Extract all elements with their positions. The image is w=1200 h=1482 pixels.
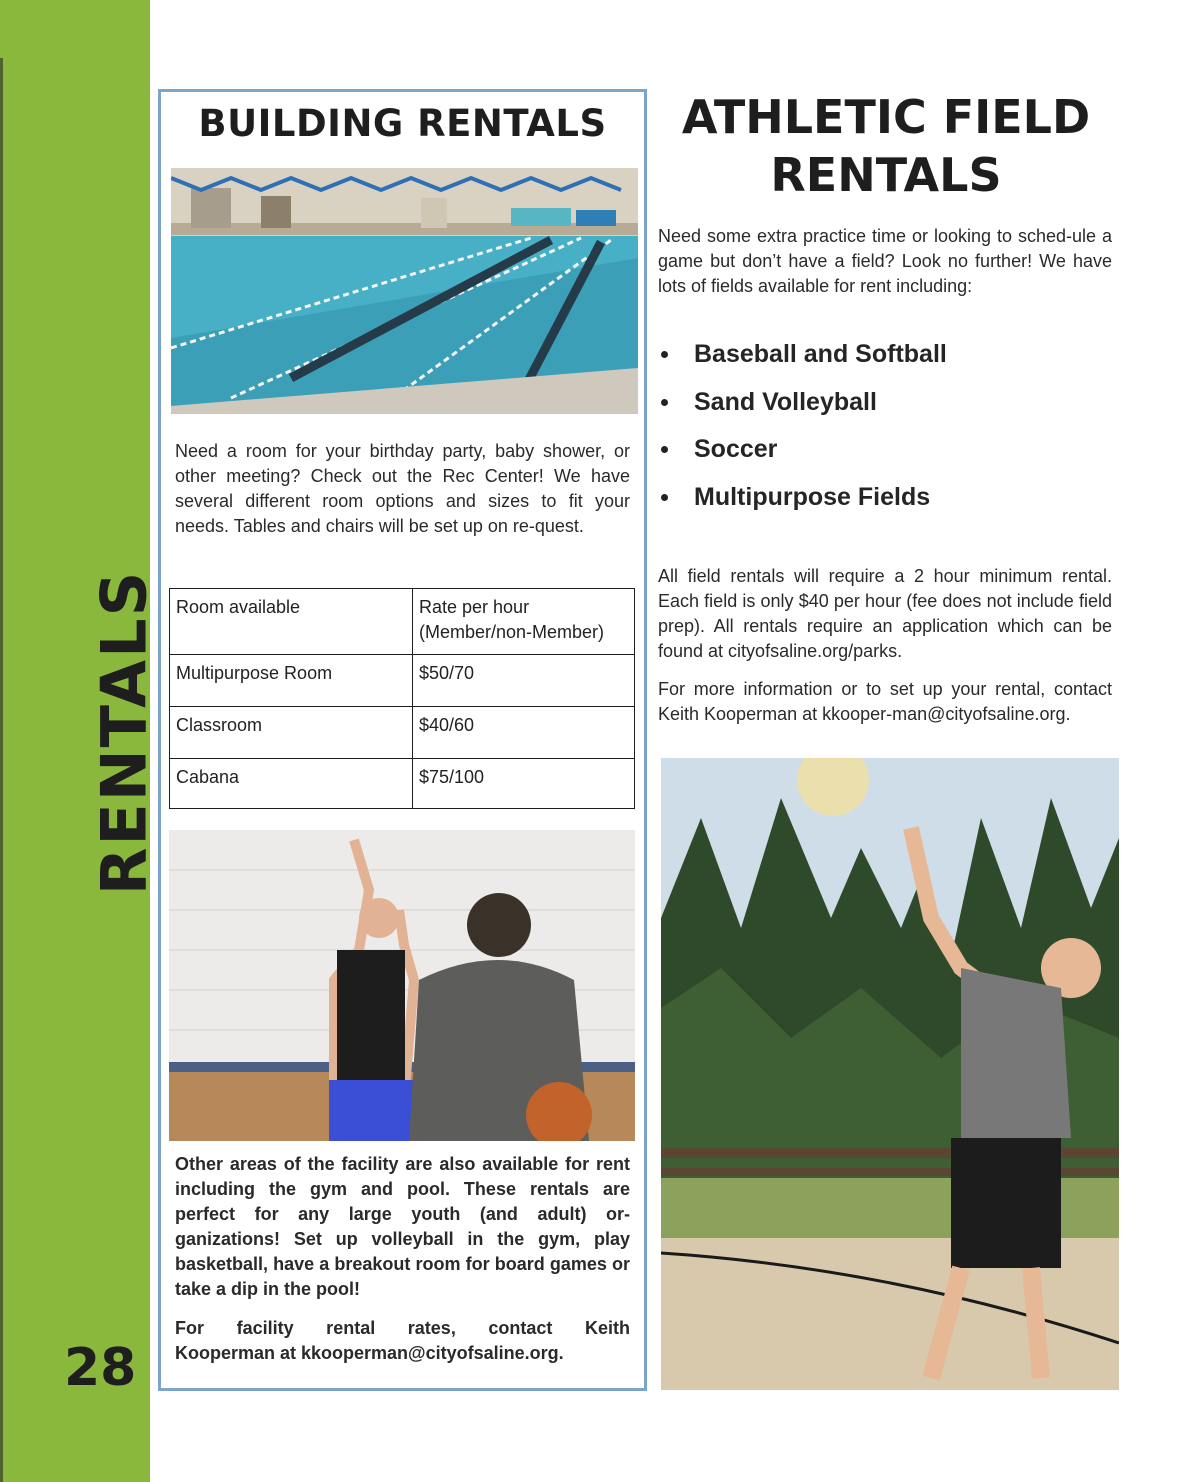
pool-illustration bbox=[171, 168, 638, 414]
field-type-label: Baseball and Softball bbox=[694, 340, 947, 368]
table-header-cell: Rate per hour (Member/non-Member) bbox=[413, 589, 635, 655]
building-rentals-title: BUILDING RENTALS bbox=[198, 102, 607, 145]
bullet-icon bbox=[661, 494, 668, 501]
gym-illustration bbox=[169, 830, 635, 1141]
building-contact-text bbox=[175, 1316, 630, 1366]
section-title-text: RENTALS bbox=[87, 569, 161, 896]
table-header-cell: Room available bbox=[170, 589, 413, 655]
table-row bbox=[170, 759, 635, 809]
field-types-list bbox=[658, 334, 1118, 524]
building-intro-text: Need a room for your birthday party, baby shower, or other meeting? Check out the Rec Center! We have several different room options and sizes to fit your needs. Tables and chairs will be set up on re-quest. bbox=[175, 441, 630, 536]
list-item bbox=[658, 429, 1118, 477]
athletic-contact-text: For more information or to set up your rental, contact Keith Kooperman at kkooper-man@cityofsaline.org. bbox=[658, 679, 1112, 724]
list-item bbox=[658, 477, 1118, 525]
pool-photo bbox=[171, 168, 638, 414]
list-item bbox=[658, 382, 1118, 430]
athletic-field-title bbox=[652, 88, 1120, 204]
table-cell: $40/60 bbox=[413, 707, 635, 759]
bullet-icon bbox=[661, 351, 668, 358]
table-cell: $50/70 bbox=[413, 655, 635, 707]
building-contact-line-1: For facility rental rates, contact Keith bbox=[175, 1318, 630, 1338]
page-number: 28 bbox=[64, 1338, 137, 1398]
table-row bbox=[170, 707, 635, 759]
table-cell: $75/100 bbox=[413, 759, 635, 809]
bullet-icon bbox=[661, 399, 668, 406]
building-rentals-box bbox=[158, 89, 647, 1391]
field-type-label: Sand Volleyball bbox=[694, 387, 877, 416]
list-item bbox=[658, 334, 1118, 382]
table-row bbox=[170, 655, 635, 707]
athletic-title-line-1: ATHLETIC FIELD bbox=[681, 90, 1091, 144]
table-cell: Classroom bbox=[170, 707, 413, 759]
field-type-label: Soccer bbox=[694, 435, 778, 463]
volleyball-photo bbox=[661, 758, 1119, 1390]
building-contact-line-2: Kooperman at kkooperman@cityofsaline.org. bbox=[175, 1343, 564, 1363]
volleyball-illustration bbox=[661, 758, 1119, 1390]
room-rates-table bbox=[169, 588, 635, 809]
sidebar-edge-line bbox=[0, 58, 3, 1482]
table-cell: Cabana bbox=[170, 759, 413, 809]
table-header-row bbox=[170, 589, 635, 655]
athletic-minimum-text: All field rentals will require a 2 hour minimum rental. Each field is only $40 per hour (fee does not include field prep). All rentals require an application which can be found at cityofsaline.org/parks. bbox=[658, 566, 1112, 661]
building-other-areas-text: Other areas of the facility are also available for rent including the gym and pool. These rentals are perfect for any large youth (and adult) or-ganizations! Set up volleyball in the gym, play basketball, have a breakout room for board games or take a dip in the pool! bbox=[175, 1154, 630, 1299]
bullet-icon bbox=[661, 446, 668, 453]
athletic-intro-text: Need some extra practice time or looking to sched-ule a game but don’t have a field? Look no further! We have lots of fields available for rent including: bbox=[658, 226, 1112, 296]
table-cell: Multipurpose Room bbox=[170, 655, 413, 707]
gym-basketball-photo bbox=[169, 830, 635, 1141]
field-type-label: Multipurpose Fields bbox=[694, 482, 931, 511]
athletic-title-line-2: RENTALS bbox=[770, 148, 1002, 202]
